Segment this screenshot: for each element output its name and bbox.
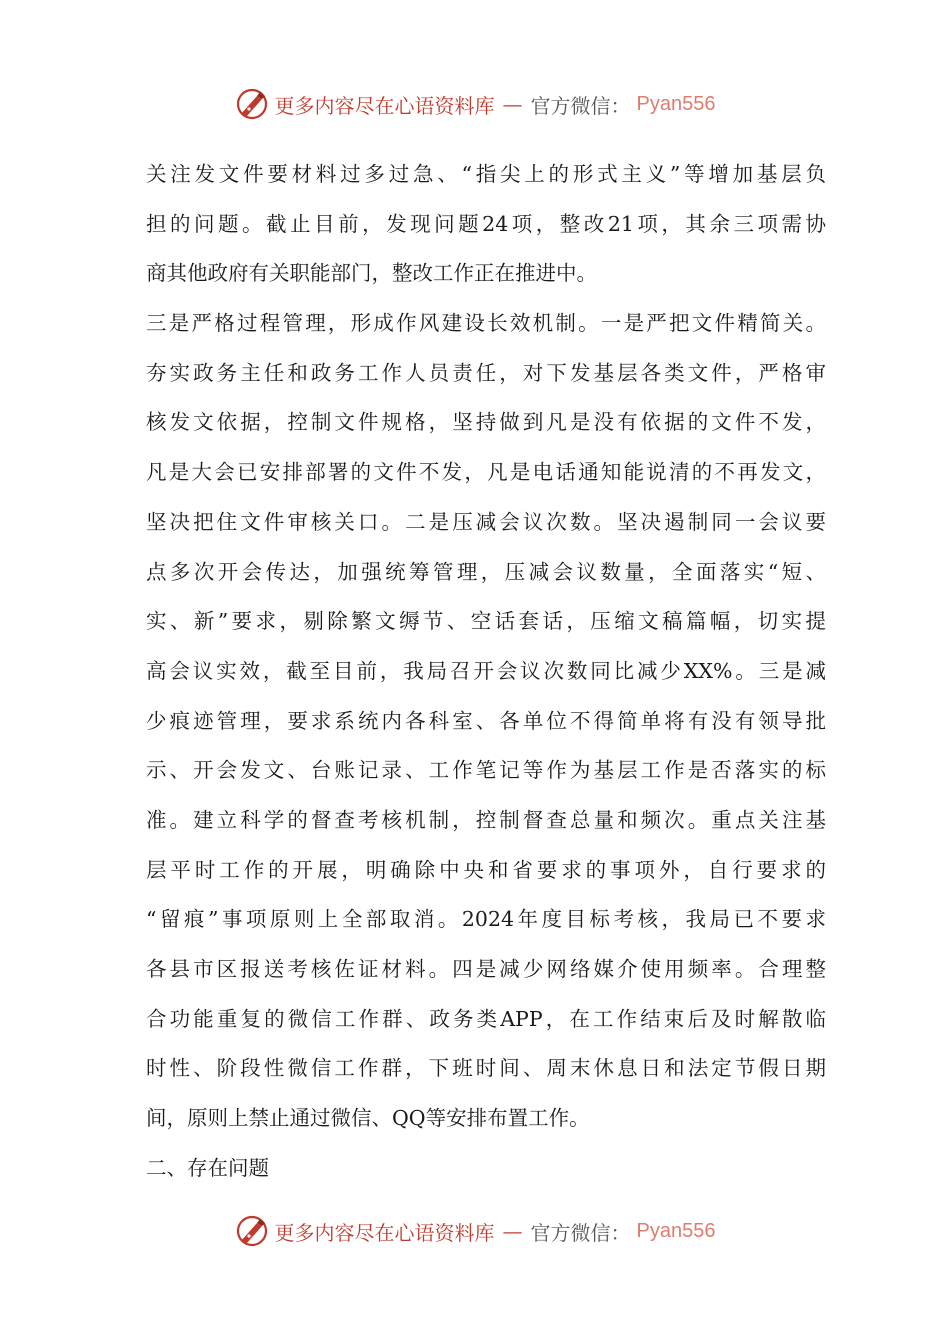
body-line: 高会议实效，截至目前，我局召开会议次数同比减少XX%。三是减 (146, 658, 826, 683)
body-line: 三是严格过程管理，形成作风建设长效机制。一是严把文件精简关。 (146, 311, 826, 336)
body-line: 合功能重复的微信工作群、政务类APP，在工作结束后及时解散临 (146, 1006, 826, 1031)
body-line: 时性、阶段性微信工作群，下班时间、周末休息日和法定节假日期 (146, 1056, 826, 1081)
document-body (146, 150, 826, 1193)
body-line: 少痕迹管理，要求系统内各科室、各单位不得简单将有没有领导批 (146, 708, 826, 733)
banner-wechat-label: 官方微信： (530, 93, 631, 118)
section-heading: 二、存在问题 (146, 1155, 269, 1180)
body-line: 间，原则上禁止通过微信、QQ等安排布置工作。 (146, 1106, 590, 1131)
header-banner (0, 84, 950, 124)
body-line: 示、开会发文、台账记录、工作笔记等作为基层工作是否落实的标 (146, 758, 826, 783)
body-line: 凡是大会已安排部署的文件不发，凡是电话通知能说清的不再发文， (146, 460, 826, 485)
body-line: 点多次开会传达，加强统筹管理，压减会议数量，全面落实“短、 (146, 559, 826, 584)
body-line: 核发文依据，控制文件规格，坚持做到凡是没有依据的文件不发， (146, 410, 826, 435)
banner-title: 更多内容尽在心语资料库 (274, 1220, 495, 1245)
body-line: “留痕”事项原则上全部取消。2024年度目标考核，我局已不要求 (146, 907, 826, 932)
banner-separator: — (502, 92, 523, 116)
body-line: 夯实政务主任和政务工作人员责任，对下发基层各类文件，严格审 (146, 360, 826, 385)
banner-wechat-label: 官方微信： (530, 1220, 631, 1245)
banner-title: 更多内容尽在心语资料库 (274, 93, 495, 118)
pen-nib-logo-icon (235, 1214, 269, 1248)
footer-banner-inner (235, 1214, 716, 1248)
body-line: 坚决把住文件审核关口。二是压减会议次数。坚决遏制同一会议要 (146, 509, 826, 534)
body-line: 实、新”要求，剔除繁文缛节、空话套话，压缩文稿篇幅，切实提 (146, 609, 826, 634)
body-line: 准。建立科学的督查考核机制，控制督查总量和频次。重点关注基 (146, 807, 826, 832)
footer-banner (0, 1211, 950, 1251)
banner-wechat-id: Pyan556 (636, 92, 716, 115)
banner-separator: — (502, 1219, 523, 1243)
body-line: 商其他政府有关职能部门，整改工作正在推进中。 (146, 261, 597, 286)
body-line: 各县市区报送考核佐证材料。四是减少网络媒介使用频率。合理整 (146, 957, 826, 981)
pen-nib-logo-icon (235, 87, 269, 121)
body-line: 担的问题。截止目前，发现问题24项，整改21项，其余三项需协 (146, 211, 826, 236)
body-line: 层平时工作的开展，明确除中央和省要求的事项外，自行要求的 (146, 857, 826, 882)
banner-wechat-id: Pyan556 (636, 1219, 716, 1242)
body-line: 关注发文件要材料过多过急、“指尖上的形式主义”等增加基层负 (146, 162, 826, 186)
header-banner-inner (235, 87, 716, 121)
